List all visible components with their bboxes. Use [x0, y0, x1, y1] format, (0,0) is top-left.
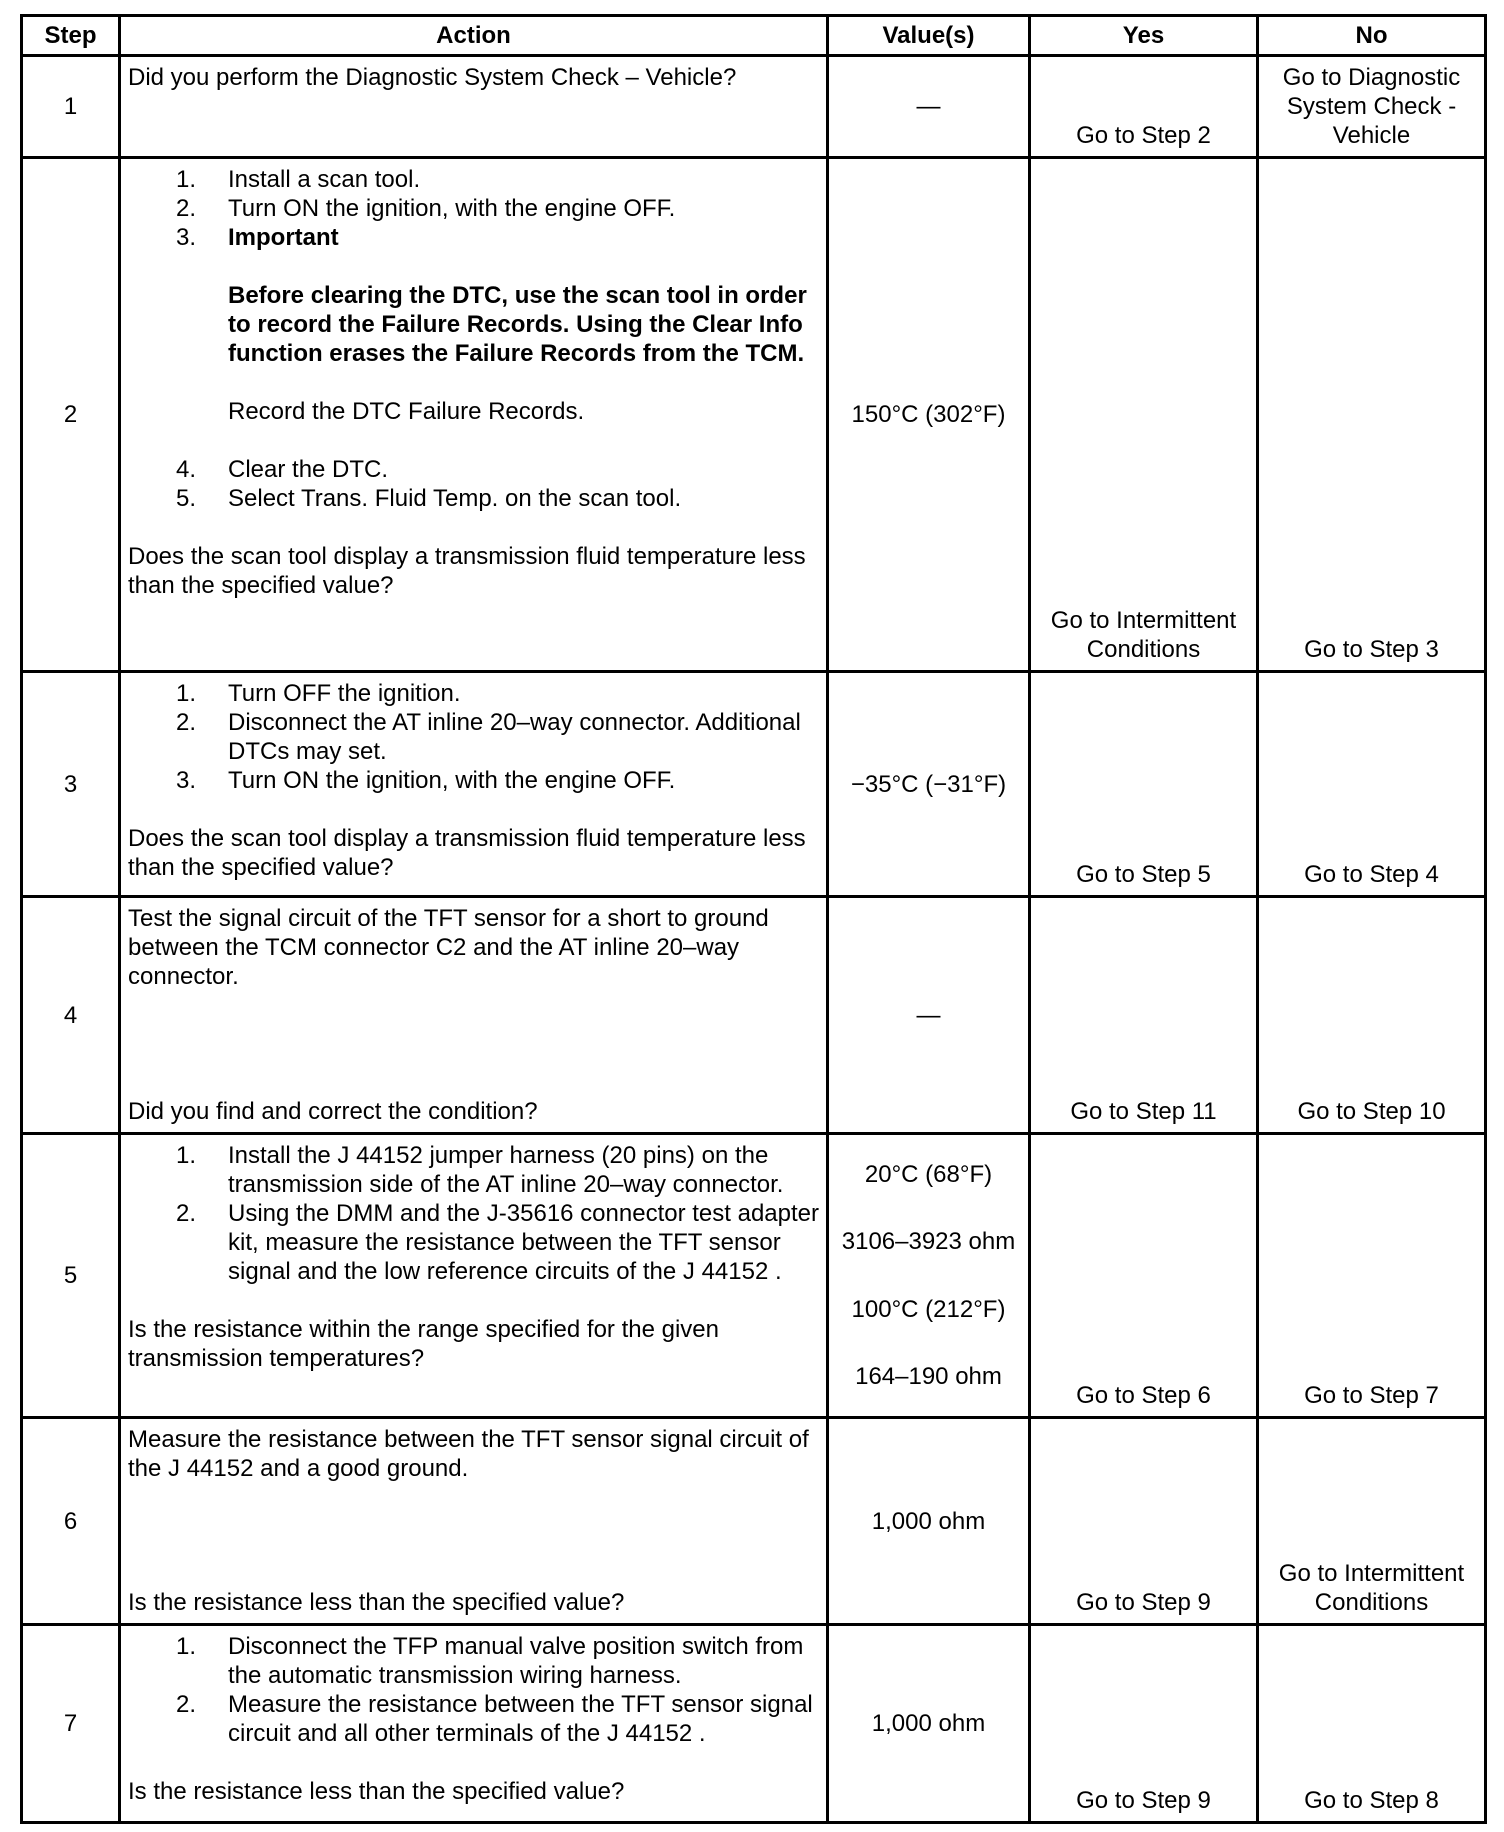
important-note: Before clearing the DTC, use the scan tool in order to record the Failure Records. Using the Clear Info function erases the Failure Records from the TCM. — [228, 282, 807, 367]
step-list — [128, 165, 819, 513]
value-cell — [828, 1134, 1030, 1418]
value-resistance-high: 164–190 ohm — [855, 1362, 1002, 1390]
item-number: 2. — [176, 1691, 197, 1718]
value-cell: 1,000 ohm — [828, 1418, 1030, 1625]
item-text: Install the J 44152 jumper harness (20 pins) on the transmission side of the AT inline 20–way connector. — [228, 1142, 784, 1198]
list-item — [176, 1141, 819, 1199]
list-item — [176, 455, 819, 484]
question-text: Is the resistance less than the specified value? — [128, 1589, 625, 1616]
list-item — [176, 679, 819, 708]
yes-cell: Go to Step 5 — [1030, 672, 1258, 897]
yes-cell: Go to Step 6 — [1030, 1134, 1258, 1418]
item-text: Clear the DTC. — [228, 456, 389, 483]
no-cell: Go to Intermittent Conditions — [1258, 1418, 1486, 1625]
list-item — [176, 1632, 819, 1690]
important-record-text: Record the DTC Failure Records. — [228, 398, 585, 425]
list-item — [176, 165, 819, 194]
list-item — [176, 708, 819, 766]
step-number: 1 — [22, 56, 120, 158]
question-text: Does the scan tool display a transmission fluid temperature less than the specified value? — [128, 543, 806, 599]
list-item — [176, 194, 819, 223]
yes-cell: Go to Step 11 — [1030, 897, 1258, 1134]
yes-cell: Go to Step 2 — [1030, 56, 1258, 158]
action-cell — [120, 672, 828, 897]
header-action: Action — [120, 16, 828, 56]
header-row — [22, 16, 1486, 56]
no-cell: Go to Step 7 — [1258, 1134, 1486, 1418]
table-row — [22, 897, 1486, 1134]
step-list — [128, 1632, 819, 1748]
action-cell — [120, 1418, 828, 1625]
action-cell — [120, 158, 828, 672]
no-cell: Go to Step 3 — [1258, 158, 1486, 672]
list-item — [176, 223, 819, 455]
action-cell — [120, 897, 828, 1134]
item-number: 3. — [176, 224, 197, 251]
item-text: Select Trans. Fluid Temp. on the scan tool. — [228, 485, 682, 512]
question-text: Is the resistance within the range specified for the given transmission temperatures? — [128, 1316, 719, 1372]
item-text: Disconnect the TFP manual valve position switch from the automatic transmission wiring harness. — [228, 1633, 804, 1689]
header-step: Step — [22, 16, 120, 56]
list-item — [176, 766, 819, 795]
action-cell — [120, 56, 828, 158]
action-text: Measure the resistance between the TFT sensor signal circuit of the J 44152 and a good ground. — [128, 1426, 809, 1482]
diagnostic-table-container — [20, 14, 1484, 1824]
item-text: Install a scan tool. — [228, 166, 421, 193]
item-number: 3. — [176, 767, 197, 794]
table-row — [22, 158, 1486, 672]
list-item — [176, 1690, 819, 1748]
list-item — [176, 484, 819, 513]
value-cell: — — [828, 897, 1030, 1134]
item-number: 1. — [176, 1633, 197, 1660]
table-row — [22, 1418, 1486, 1625]
item-number: 1. — [176, 1142, 197, 1169]
value-temp-high: 100°C (212°F) — [851, 1295, 1006, 1323]
item-text: Turn ON the ignition, with the engine OFF. — [228, 195, 676, 222]
item-number: 2. — [176, 1200, 197, 1227]
action-cell — [120, 1134, 828, 1418]
step-number: 5 — [22, 1134, 120, 1418]
step-number: 6 — [22, 1418, 120, 1625]
step-number: 7 — [22, 1625, 120, 1823]
item-text: Using the DMM and the J-35616 connector test adapter kit, measure the resistance between the TFT sensor signal and the low reference circuits of the J 44152 . — [228, 1200, 819, 1285]
question-text: Is the resistance less than the specified value? — [128, 1778, 625, 1805]
question-text: Does the scan tool display a transmission fluid temperature less than the specified value? — [128, 825, 806, 881]
list-item — [176, 1199, 819, 1286]
step-number: 2 — [22, 158, 120, 672]
no-cell: Go to Step 4 — [1258, 672, 1486, 897]
step-list — [128, 1141, 819, 1286]
item-number: 4. — [176, 456, 197, 483]
important-heading: Important — [228, 224, 339, 251]
yes-cell: Go to Step 9 — [1030, 1418, 1258, 1625]
header-no: No — [1258, 16, 1486, 56]
item-number: 2. — [176, 195, 197, 222]
action-text: Did you perform the Diagnostic System Check – Vehicle? — [128, 64, 737, 91]
no-cell: Go to Step 10 — [1258, 897, 1486, 1134]
value-temp-low: 20°C (68°F) — [864, 1161, 993, 1189]
value-cell: 150°C (302°F) — [828, 158, 1030, 672]
value-cell: — — [828, 56, 1030, 158]
question-text: Did you find and correct the condition? — [128, 1098, 538, 1125]
item-number: 1. — [176, 166, 197, 193]
item-number: 1. — [176, 680, 197, 707]
no-cell: Go to Step 8 — [1258, 1625, 1486, 1823]
table-row — [22, 56, 1486, 158]
item-number: 5. — [176, 485, 197, 512]
diagnostic-table — [20, 14, 1487, 1824]
action-cell — [120, 1625, 828, 1823]
no-cell: Go to Diagnostic System Check - Vehicle — [1258, 56, 1486, 158]
item-text: Turn OFF the ignition. — [228, 680, 461, 707]
item-text: Turn ON the ignition, with the engine OFF. — [228, 767, 676, 794]
table-row — [22, 672, 1486, 897]
yes-cell: Go to Intermittent Conditions — [1030, 158, 1258, 672]
value-cell: −35°C (−31°F) — [828, 672, 1030, 897]
item-number: 2. — [176, 709, 197, 736]
step-number: 3 — [22, 672, 120, 897]
item-text: Disconnect the AT inline 20–way connector. Additional DTCs may set. — [228, 709, 801, 765]
yes-cell: Go to Step 9 — [1030, 1625, 1258, 1823]
value-cell: 1,000 ohm — [828, 1625, 1030, 1823]
action-text: Test the signal circuit of the TFT sensor for a short to ground between the TCM connector C2 and the AT inline 20–way connector. — [128, 905, 769, 990]
value-resistance-low: 3106–3923 ohm — [841, 1228, 1016, 1256]
item-text: Measure the resistance between the TFT sensor signal circuit and all other terminals of the J 44152 . — [228, 1691, 813, 1747]
header-yes: Yes — [1030, 16, 1258, 56]
header-values: Value(s) — [828, 16, 1030, 56]
table-row — [22, 1134, 1486, 1418]
step-list — [128, 679, 819, 795]
step-number: 4 — [22, 897, 120, 1134]
table-row — [22, 1625, 1486, 1823]
